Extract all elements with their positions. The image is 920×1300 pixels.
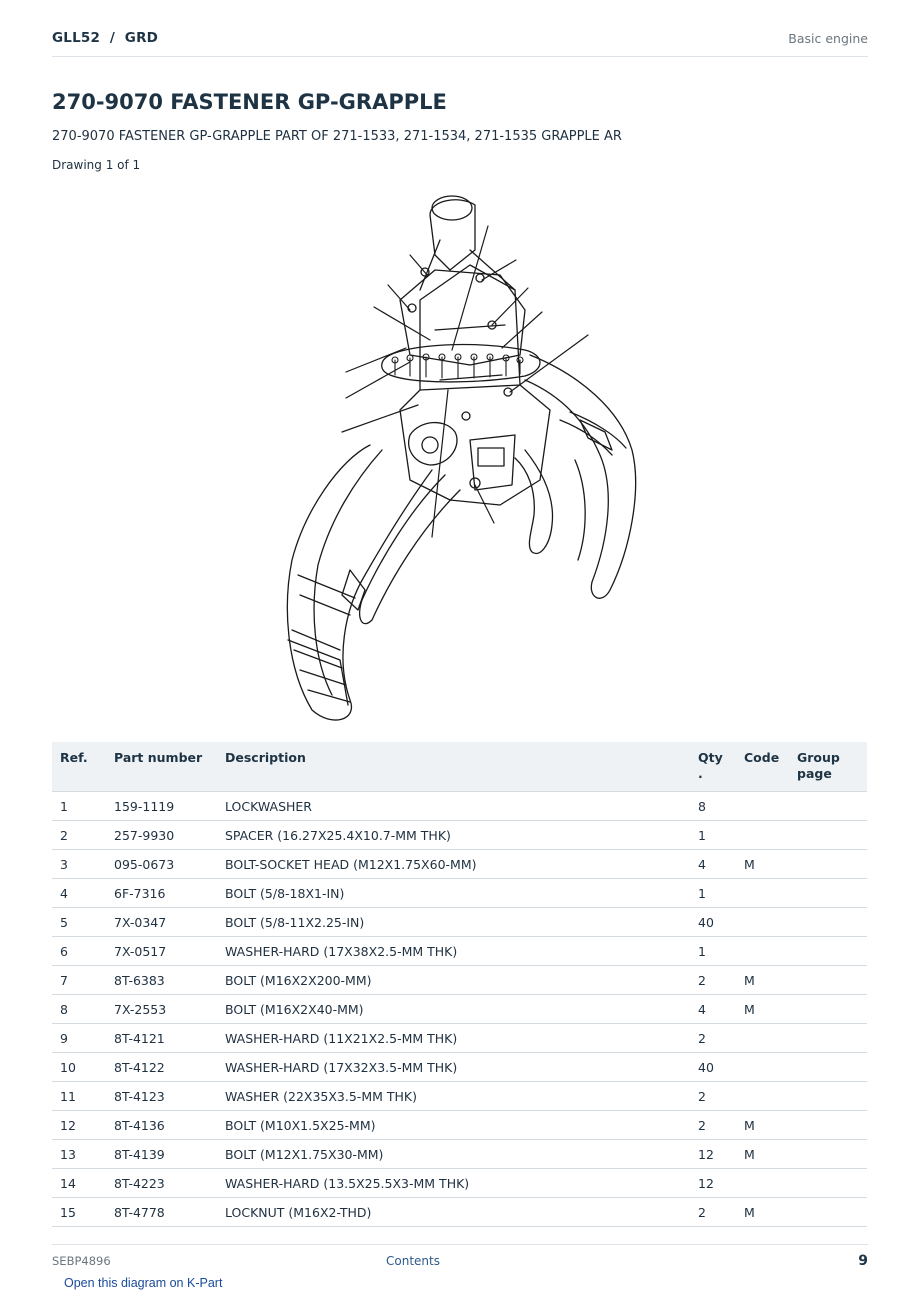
parts-table-header [52, 742, 867, 792]
cell-ref: 9 [52, 1024, 106, 1053]
cell-qty: 2 [690, 1082, 736, 1111]
cell-part-number: 159-1119 [106, 792, 217, 821]
cell-part-number: 8T-6383 [106, 966, 217, 995]
cell-qty: 2 [690, 1111, 736, 1140]
cell-description: LOCKNUT (M16X2-THD) [217, 1198, 690, 1227]
cell-group-page [789, 1024, 867, 1053]
cell-ref: 12 [52, 1111, 106, 1140]
cell-group-page [789, 966, 867, 995]
cell-qty: 1 [690, 879, 736, 908]
cell-part-number: 8T-4136 [106, 1111, 217, 1140]
cell-part-number: 257-9930 [106, 821, 217, 850]
table-row [52, 792, 867, 821]
cell-description: BOLT (M10X1.5X25-MM) [217, 1111, 690, 1140]
cell-part-number: 8T-4122 [106, 1053, 217, 1082]
cell-part-number: 7X-2553 [106, 995, 217, 1024]
contents-link[interactable]: Contents [386, 1254, 440, 1268]
cell-qty: 2 [690, 966, 736, 995]
model-label: GLL52 / GRD [52, 30, 159, 46]
cell-description: BOLT (M12X1.75X30-MM) [217, 1140, 690, 1169]
cell-qty: 12 [690, 1140, 736, 1169]
cell-part-number: 8T-4121 [106, 1024, 217, 1053]
cell-code: M [736, 1140, 789, 1169]
cell-part-number: 8T-4123 [106, 1082, 217, 1111]
section-label: Basic engine [788, 31, 868, 46]
page-footer [52, 1244, 868, 1275]
cell-group-page [789, 1140, 867, 1169]
cell-group-page [789, 792, 867, 821]
cell-description: BOLT (5/8-18X1-IN) [217, 879, 690, 908]
cell-code [736, 1169, 789, 1198]
cell-qty: 1 [690, 937, 736, 966]
cell-ref: 4 [52, 879, 106, 908]
cell-code: M [736, 1111, 789, 1140]
grapple-diagram [270, 180, 650, 725]
cell-qty: 40 [690, 908, 736, 937]
table-row [52, 1111, 867, 1140]
cell-code [736, 821, 789, 850]
cell-description: LOCKWASHER [217, 792, 690, 821]
col-header-group-page: Group page [789, 742, 867, 792]
col-header-part-number: Part number [106, 742, 217, 792]
drawing-count: Drawing 1 of 1 [52, 158, 141, 172]
cell-description: BOLT (5/8-11X2.25-IN) [217, 908, 690, 937]
cell-code [736, 1082, 789, 1111]
table-row [52, 1053, 867, 1082]
cell-qty: 40 [690, 1053, 736, 1082]
cell-description: WASHER-HARD (13.5X25.5X3-MM THK) [217, 1169, 690, 1198]
cell-part-number: 8T-4139 [106, 1140, 217, 1169]
cell-part-number: 7X-0517 [106, 937, 217, 966]
table-row [52, 937, 867, 966]
cell-ref: 6 [52, 937, 106, 966]
cell-description: BOLT (M16X2X200-MM) [217, 966, 690, 995]
cell-description: WASHER-HARD (11X21X2.5-MM THK) [217, 1024, 690, 1053]
cell-group-page [789, 937, 867, 966]
cell-code [736, 1053, 789, 1082]
cell-ref: 10 [52, 1053, 106, 1082]
cell-part-number: 8T-4778 [106, 1198, 217, 1227]
cell-description: BOLT (M16X2X40-MM) [217, 995, 690, 1024]
table-row [52, 821, 867, 850]
cell-ref: 2 [52, 821, 106, 850]
table-row [52, 879, 867, 908]
page-subtitle: 270-9070 FASTENER GP-GRAPPLE PART OF 271-1533, 271-1534, 271-1535 GRAPPLE AR [52, 129, 622, 144]
cell-group-page [789, 879, 867, 908]
cell-description: WASHER (22X35X3.5-MM THK) [217, 1082, 690, 1111]
cell-code [736, 879, 789, 908]
cell-qty: 8 [690, 792, 736, 821]
cell-qty: 12 [690, 1169, 736, 1198]
cell-description: SPACER (16.27X25.4X10.7-MM THK) [217, 821, 690, 850]
cell-code [736, 908, 789, 937]
col-header-ref: Ref. [52, 742, 106, 792]
cell-group-page [789, 1053, 867, 1082]
cell-group-page [789, 995, 867, 1024]
cell-code: M [736, 995, 789, 1024]
page-header [52, 28, 868, 57]
cell-group-page [789, 1169, 867, 1198]
table-row [52, 1140, 867, 1169]
cell-ref: 11 [52, 1082, 106, 1111]
cell-qty: 4 [690, 850, 736, 879]
cell-code: M [736, 1198, 789, 1227]
cell-ref: 5 [52, 908, 106, 937]
open-k-part-link[interactable]: Open this diagram on K-Part [64, 1276, 223, 1290]
table-row [52, 1082, 867, 1111]
document-id: SEBP4896 [52, 1254, 111, 1268]
cell-group-page [789, 1082, 867, 1111]
cell-part-number: 8T-4223 [106, 1169, 217, 1198]
cell-ref: 15 [52, 1198, 106, 1227]
cell-group-page [789, 1198, 867, 1227]
cell-ref: 3 [52, 850, 106, 879]
cell-ref: 8 [52, 995, 106, 1024]
cell-qty: 1 [690, 821, 736, 850]
col-header-qty: Qty . [690, 742, 736, 792]
cell-ref: 7 [52, 966, 106, 995]
cell-group-page [789, 850, 867, 879]
cell-description: BOLT-SOCKET HEAD (M12X1.75X60-MM) [217, 850, 690, 879]
col-header-code: Code [736, 742, 789, 792]
cell-group-page [789, 821, 867, 850]
table-row [52, 1198, 867, 1227]
cell-group-page [789, 1111, 867, 1140]
cell-part-number: 6F-7316 [106, 879, 217, 908]
parts-table [52, 742, 867, 1227]
col-header-description: Description [217, 742, 690, 792]
table-row [52, 850, 867, 879]
table-row [52, 995, 867, 1024]
cell-code [736, 1024, 789, 1053]
cell-part-number: 7X-0347 [106, 908, 217, 937]
cell-code [736, 792, 789, 821]
cell-qty: 2 [690, 1198, 736, 1227]
cell-code [736, 937, 789, 966]
cell-ref: 1 [52, 792, 106, 821]
table-row [52, 1024, 867, 1053]
cell-ref: 14 [52, 1169, 106, 1198]
page-title: 270-9070 FASTENER GP-GRAPPLE [52, 90, 447, 114]
cell-description: WASHER-HARD (17X32X3.5-MM THK) [217, 1053, 690, 1082]
cell-qty: 4 [690, 995, 736, 1024]
table-row [52, 1169, 867, 1198]
page-number: 9 [858, 1253, 868, 1269]
cell-qty: 2 [690, 1024, 736, 1053]
cell-group-page [789, 908, 867, 937]
cell-description: WASHER-HARD (17X38X2.5-MM THK) [217, 937, 690, 966]
table-row [52, 966, 867, 995]
cell-code: M [736, 850, 789, 879]
table-row [52, 908, 867, 937]
cell-ref: 13 [52, 1140, 106, 1169]
cell-code: M [736, 966, 789, 995]
cell-part-number: 095-0673 [106, 850, 217, 879]
